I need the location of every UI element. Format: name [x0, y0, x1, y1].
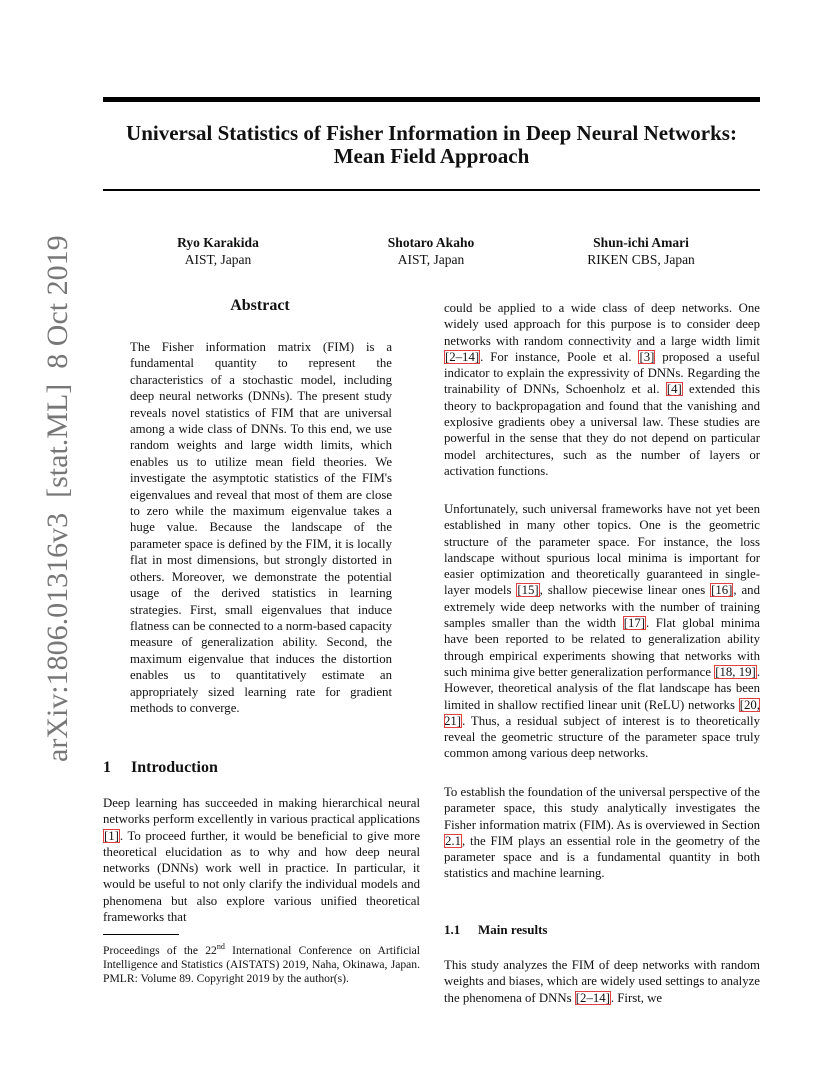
citation-link[interactable]: [1] [104, 828, 119, 843]
abstract-heading: Abstract [230, 297, 290, 314]
citation-link[interactable]: [2–14] [575, 990, 610, 1005]
section-heading-introduction: 1 Introduction [103, 759, 218, 776]
citation-link[interactable]: [17] [623, 616, 646, 631]
citation-link[interactable]: [4] [666, 382, 682, 397]
citation-link[interactable]: [3] [639, 349, 655, 364]
citation-link[interactable]: [20, 21] [444, 697, 760, 728]
author-1: Ryo Karakida AIST, Japan [177, 235, 259, 267]
citation-link[interactable]: [15] [517, 583, 539, 598]
subsection-heading-main-results: 1.1 Main results [444, 922, 548, 937]
right-paragraph-4: This study analyzes the FIM of deep networks with random weights and biases, which are widely used settings to analyze the phenomena of DNNs [2–14]. First, we [444, 958, 760, 1005]
right-paragraph-3: To establish the foundation of the universal perspective of the parameter space, this study analytically investigates the Fisher information matrix (FIM). As is overviewed in Section 2.1, the FIM plays an essential role in the geometry of the parameter space and is a fundamental quantity in both statistics and machine learning. [444, 785, 760, 881]
footnote-rule [103, 934, 179, 935]
author-3: Shun-ichi Amari RIKEN CBS, Japan [587, 235, 695, 267]
title-bottom-rule [103, 189, 760, 191]
footnote-proceedings: Proceedings of the 22nd International Conference on Artificial Intelligence and Statistics (AISTATS) 2019, Naha, Okinawa, Japan. PMLR: Volume 89. Copyright 2019 by the author(s). [103, 942, 420, 986]
citation-link[interactable]: [18, 19] [715, 664, 756, 679]
author-2: Shotaro Akaho AIST, Japan [387, 235, 475, 267]
arxiv-identifier[interactable]: arXiv:1806.01316v3 [stat.ML] 8 Oct 2019 [41, 235, 74, 762]
abstract-text: The Fisher information matrix (FIM) is a fundamental quantity to represent the characteristics of a stochastic model, including deep neural networks (DNNs). The present study reveals novel statistics of FIM that are universal among a wide class of DNNs. To this end, we use random weights and large width limits, which enables us to utilize mean field theories. We investigate the asymptotic statistics of the FIM's eigenvalues and reveal that most of them are close to zero while the maximum eigenvalue takes a huge value. Because the landscape of the parameter space is defined by the FIM, it is locally flat in most dimensions, but strongly distorted in others. Moreover, we demonstrate the potential usage of the derived statistics in learning strategies. First, small eigenvalues that induce flatness can be connected to a norm-based capacity measure of generalization ability. Second, the maximum eigenvalue that induces the distortion enables us to quantitatively estimate an appropriately sized learning rate for gradient methods to converge. [130, 340, 392, 715]
intro-paragraph: Deep learning has succeeded in making hierarchical neural networks perform excellently in various practical applications [1]. To proceed further, it would be beneficial to give more theoretical elucidation as to why and how deep neural networks (DNNs) work well in practice. In particular, it would be useful to not only clarify the individual models and phenomena but also explore various unified theoretical frameworks that [103, 796, 420, 925]
right-paragraph-2: Unfortunately, such universal frameworks have not yet been established in many other topics. One is the geometric structure of the parameter space. For instance, the loss landscape without spurious local minima is important for easier optimization and theoretically guaranteed in single-layer models [15], shallow piecewise linear ones [16], and extremely wide deep networks with the number of training samples smaller than the width [17]. Flat global minima have been reported to be related to generalization ability through empirical experiments showing that networks with such minima give better generalization performance [18, 19]. However, theoretical analysis of the flat landscape has been limited in shallow rectified linear unit (ReLU) networks [20, 21]. Thus, a residual subject of interest is to theoretically reveal the geometric structure of the parameter space truly common among various deep networks. [444, 502, 761, 761]
right-paragraph-1: could be applied to a wide class of deep networks. One widely used approach for this purpose is to consider deep networks with random connectivity and a large width limit [2–14]. For instance, Poole et al. [3] proposed a useful indicator to explain the expressivity of DNNs. Regarding the trainability of DNNs, Schoenholz et al. [4] extended this theory to backpropagation and found that the vanishing and explosive gradients obey a universal law. These studies are powerful in the sense that they do not depend on particular model architectures, such as the number of layers or activation functions. [444, 301, 760, 478]
section-crossref-link[interactable]: 2.1 [445, 833, 461, 848]
citation-link[interactable]: [16] [711, 583, 733, 598]
paper-title: Universal Statistics of Fisher Information in Deep Neural Networks: Mean Field Approach [126, 121, 737, 168]
top-rule [103, 97, 760, 102]
arxiv-sidebar [38, 235, 78, 762]
citation-link[interactable]: [2–14] [445, 349, 480, 364]
